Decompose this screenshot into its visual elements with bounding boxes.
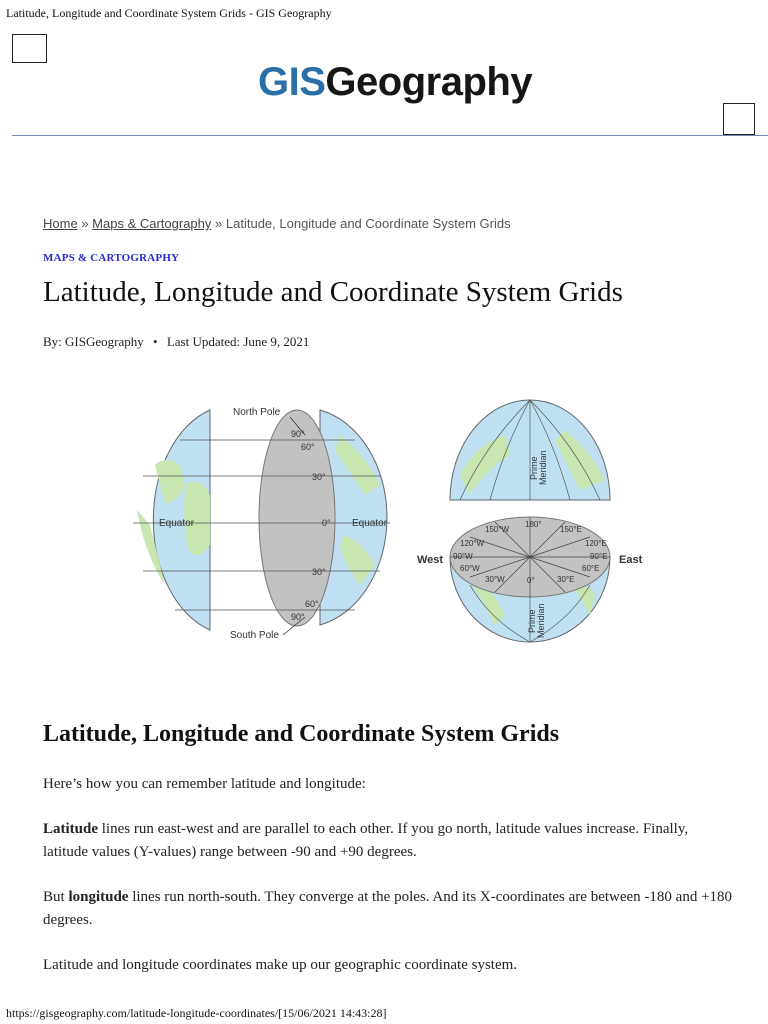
lon-60e: 60°E xyxy=(582,564,600,573)
longitude-pre: But xyxy=(43,889,69,905)
coordinate-diagram-image xyxy=(125,395,645,655)
prime-meridian-bottom-2: Meridian xyxy=(536,603,546,638)
paragraph-latitude xyxy=(43,818,733,864)
east-label: East xyxy=(619,554,643,566)
print-footer-url: https://gisgeography.com/latitude-longitude-coordinates/[15/06/2021 14:43:28] xyxy=(6,1006,387,1020)
lon-90e: 90°E xyxy=(590,552,608,561)
lon-150e: 150°E xyxy=(560,525,582,534)
author[interactable]: By: GISGeography xyxy=(43,334,144,349)
last-updated: Last Updated: June 9, 2021 xyxy=(166,334,310,349)
equator-label-right: Equator xyxy=(352,518,388,529)
lat-60-n: 60° xyxy=(301,442,315,452)
prime-meridian-bottom-1: Prime xyxy=(527,609,537,633)
print-header-title: Latitude, Longitude and Coordinate System Grids - GIS Geography xyxy=(6,6,332,20)
prime-meridian-top-1: Prime xyxy=(529,456,539,480)
category-link[interactable]: MAPS & CARTOGRAPHY xyxy=(43,252,180,264)
west-label: West xyxy=(417,554,444,566)
lon-150w: 150°W xyxy=(485,525,510,534)
menu-toggle-button[interactable] xyxy=(12,34,47,63)
paragraph-summary: Latitude and longitude coordinates make up our geographic coordinate system. xyxy=(43,957,518,973)
section-heading: Latitude, Longitude and Coordinate System Grids xyxy=(43,721,560,747)
site-logo[interactable] xyxy=(258,60,532,105)
lat-0: 0° xyxy=(322,518,331,528)
equator-label-left: Equator xyxy=(159,518,195,529)
longitude-term: longitude xyxy=(68,889,129,905)
lon-30w: 30°W xyxy=(485,575,505,584)
breadcrumb-separator: » xyxy=(215,216,223,231)
search-toggle-button[interactable] xyxy=(723,103,755,135)
lat-30-s: 30° xyxy=(312,567,326,577)
byline-separator: • xyxy=(153,334,158,349)
lat-90-s: 90° xyxy=(291,612,305,622)
latitude-term: Latitude xyxy=(43,821,99,837)
prime-meridian-top-2: Meridian xyxy=(538,450,548,485)
breadcrumb-current: Latitude, Longitude and Coordinate System Grids xyxy=(225,216,511,231)
logo-gis: GIS xyxy=(258,60,326,104)
breadcrumb xyxy=(43,216,511,231)
north-pole-label: North Pole xyxy=(233,407,281,418)
header-divider xyxy=(12,135,768,136)
page-title: Latitude, Longitude and Coordinate System Grids xyxy=(43,276,623,308)
lat-90-n: 90° xyxy=(291,429,305,439)
lon-120e: 120°E xyxy=(585,539,607,548)
byline xyxy=(43,334,309,350)
paragraph-longitude xyxy=(43,886,733,932)
paragraph-intro: Here’s how you can remember latitude and longitude: xyxy=(43,776,366,792)
lon-120w: 120°W xyxy=(460,539,485,548)
longitude-text: lines run north-south. They converge at the poles. And its X-coordinates are between -180 and +180 degrees. xyxy=(43,889,733,928)
logo-geography: Geography xyxy=(325,60,533,104)
lon-60w: 60°W xyxy=(460,564,480,573)
lon-30e: 30°E xyxy=(557,575,575,584)
south-pole-label: South Pole xyxy=(230,630,279,641)
lat-30-n: 30° xyxy=(312,472,326,482)
lon-90w: 90°W xyxy=(453,552,473,561)
lon-180: 180° xyxy=(525,520,542,529)
lat-60-s: 60° xyxy=(305,599,319,609)
latitude-text: lines run east-west and are parallel to each other. If you go north, latitude values increase. Finally, latitude values (Y-values) range between -90 and +90 degrees. xyxy=(43,821,689,860)
breadcrumb-separator: » xyxy=(81,216,89,231)
breadcrumb-home-link[interactable]: Home xyxy=(43,216,78,231)
breadcrumb-category-link[interactable]: Maps & Cartography xyxy=(92,216,212,231)
lon-0: 0° xyxy=(527,576,535,585)
